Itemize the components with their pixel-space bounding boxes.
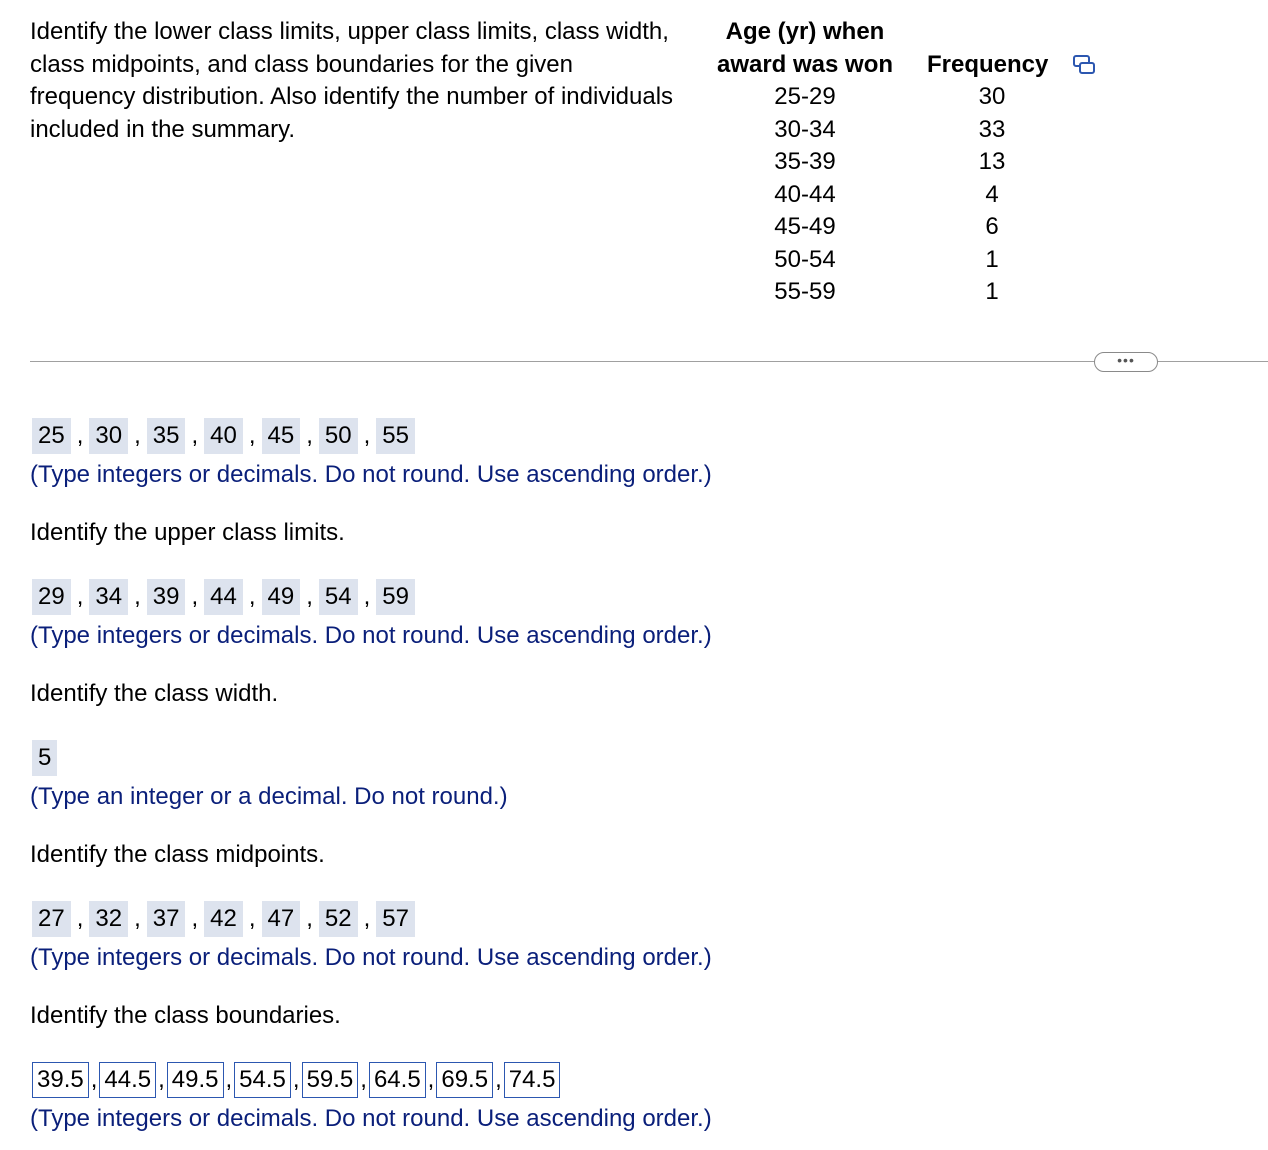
class-cell: 45-49: [774, 213, 836, 240]
comma-separator: ,: [360, 1066, 367, 1093]
upper-limits-question: Identify the upper class limits.: [30, 519, 345, 546]
class-cell: 40-44: [774, 180, 836, 208]
comma-separator: ,: [134, 905, 141, 932]
comma-separator: ,: [191, 422, 199, 449]
answer-input[interactable]: 37: [147, 901, 186, 937]
boundaries-answer: [32, 1062, 560, 1098]
answer-input[interactable]: 39.5: [32, 1062, 89, 1098]
header-age-line1: Age (yr) when: [725, 18, 885, 45]
answer-input[interactable]: 25: [32, 418, 71, 454]
table-row: [690, 211, 1110, 244]
answer-input[interactable]: 54: [319, 579, 358, 615]
table-row: [690, 179, 1110, 212]
answer-input[interactable]: 50: [319, 418, 358, 454]
comma-separator: ,: [191, 905, 199, 932]
comma-separator: ,: [134, 422, 141, 449]
midpoints-hint: (Type integers or decimals. Do not round. Use ascending order.): [30, 944, 712, 971]
answer-input[interactable]: 39: [147, 579, 186, 615]
class-cell: 25-29: [774, 83, 836, 110]
answer-input[interactable]: 29: [32, 579, 71, 615]
comma-separator: ,: [292, 1066, 300, 1093]
comma-separator: ,: [76, 905, 84, 932]
class-cell: 30-34: [774, 115, 836, 143]
comma-separator: ,: [495, 1066, 502, 1093]
class-width-hint: (Type an integer or a decimal. Do not round.): [30, 783, 508, 810]
answer-input[interactable]: 35: [147, 418, 186, 454]
midpoints-answer: [32, 901, 415, 937]
class-cell: 50-54: [774, 245, 836, 273]
answer-input[interactable]: 69.5: [436, 1062, 493, 1098]
comma-separator: ,: [306, 905, 313, 932]
frequency-cell: 1: [985, 245, 999, 273]
frequency-cell: 33: [978, 115, 1006, 143]
class-cell: 35-39: [774, 148, 836, 175]
comma-separator: ,: [134, 583, 141, 610]
answer-input[interactable]: 74.5: [504, 1062, 561, 1098]
answer-input[interactable]: 42: [204, 901, 243, 937]
answer-input[interactable]: 45: [262, 418, 301, 454]
comma-separator: ,: [158, 1066, 165, 1093]
comma-separator: ,: [225, 1066, 233, 1093]
comma-separator: ,: [363, 583, 371, 610]
class-width-question: Identify the class width.: [30, 680, 279, 707]
comma-separator: ,: [427, 1066, 435, 1093]
comma-separator: ,: [363, 905, 371, 932]
table-row: [690, 146, 1110, 179]
comma-separator: ,: [306, 583, 313, 610]
more-options-button[interactable]: •••: [1094, 352, 1158, 372]
answer-input[interactable]: 47: [262, 901, 301, 937]
answer-input[interactable]: 49: [262, 579, 301, 615]
table-row: [690, 81, 1110, 114]
comma-separator: ,: [363, 422, 371, 449]
class-width-input[interactable]: 5: [32, 740, 57, 776]
lower-limits-answer: [32, 418, 415, 454]
comma-separator: ,: [248, 583, 256, 610]
upper-limits-answer: [32, 579, 415, 615]
section-divider: [30, 361, 1268, 362]
frequency-cell: 4: [985, 180, 999, 208]
class-cell: 55-59: [774, 278, 836, 305]
midpoints-question: Identify the class midpoints.: [30, 841, 325, 868]
frequency-cell: 1: [985, 278, 999, 305]
answer-input[interactable]: 64.5: [369, 1062, 426, 1098]
table-row: [690, 276, 1110, 309]
answer-input[interactable]: 44: [204, 579, 243, 615]
comma-separator: ,: [248, 905, 256, 932]
answer-input[interactable]: 59.5: [302, 1062, 359, 1098]
boundaries-question: Identify the class boundaries.: [30, 1002, 341, 1029]
boundaries-hint: (Type integers or decimals. Do not round. Use ascending order.): [30, 1105, 712, 1132]
answer-input[interactable]: 44.5: [99, 1062, 156, 1098]
comma-separator: ,: [90, 1066, 98, 1093]
copy-data-icon[interactable]: [1072, 54, 1096, 76]
table-row: [690, 114, 1110, 147]
header-age: [690, 16, 920, 81]
comma-separator: ,: [76, 583, 84, 610]
answer-input[interactable]: 57: [376, 901, 415, 937]
comma-separator: ,: [191, 583, 199, 610]
frequency-cell: 6: [985, 213, 999, 240]
header-age-line2: award was won: [716, 50, 894, 78]
table-row: [690, 244, 1110, 277]
frequency-cell: 30: [978, 83, 1006, 110]
answer-input[interactable]: 32: [89, 901, 128, 937]
header-frequency: Frequency: [927, 50, 1049, 78]
lower-limits-hint: (Type integers or decimals. Do not round. Use ascending order.): [30, 461, 712, 488]
answer-input[interactable]: 54.5: [234, 1062, 291, 1098]
upper-limits-hint: (Type integers or decimals. Do not round. Use ascending order.): [30, 622, 712, 649]
answer-input[interactable]: 52: [319, 901, 358, 937]
answer-input[interactable]: 40: [204, 418, 243, 454]
frequency-cell: 13: [978, 148, 1006, 175]
comma-separator: ,: [76, 422, 84, 449]
answer-input[interactable]: 27: [32, 901, 71, 937]
problem-statement: Identify the lower class limits, upper class limits, class width, class midpoints, and class boundaries for the given frequency distribution. Also identify the number of individuals included in the summary.: [30, 18, 674, 143]
answer-input[interactable]: 49.5: [167, 1062, 224, 1098]
comma-separator: ,: [248, 422, 256, 449]
class-width-answer: [32, 740, 57, 776]
answer-input[interactable]: 34: [89, 579, 128, 615]
answer-input[interactable]: 55: [376, 418, 415, 454]
answer-input[interactable]: 59: [376, 579, 415, 615]
comma-separator: ,: [306, 422, 313, 449]
answer-input[interactable]: 30: [89, 418, 128, 454]
